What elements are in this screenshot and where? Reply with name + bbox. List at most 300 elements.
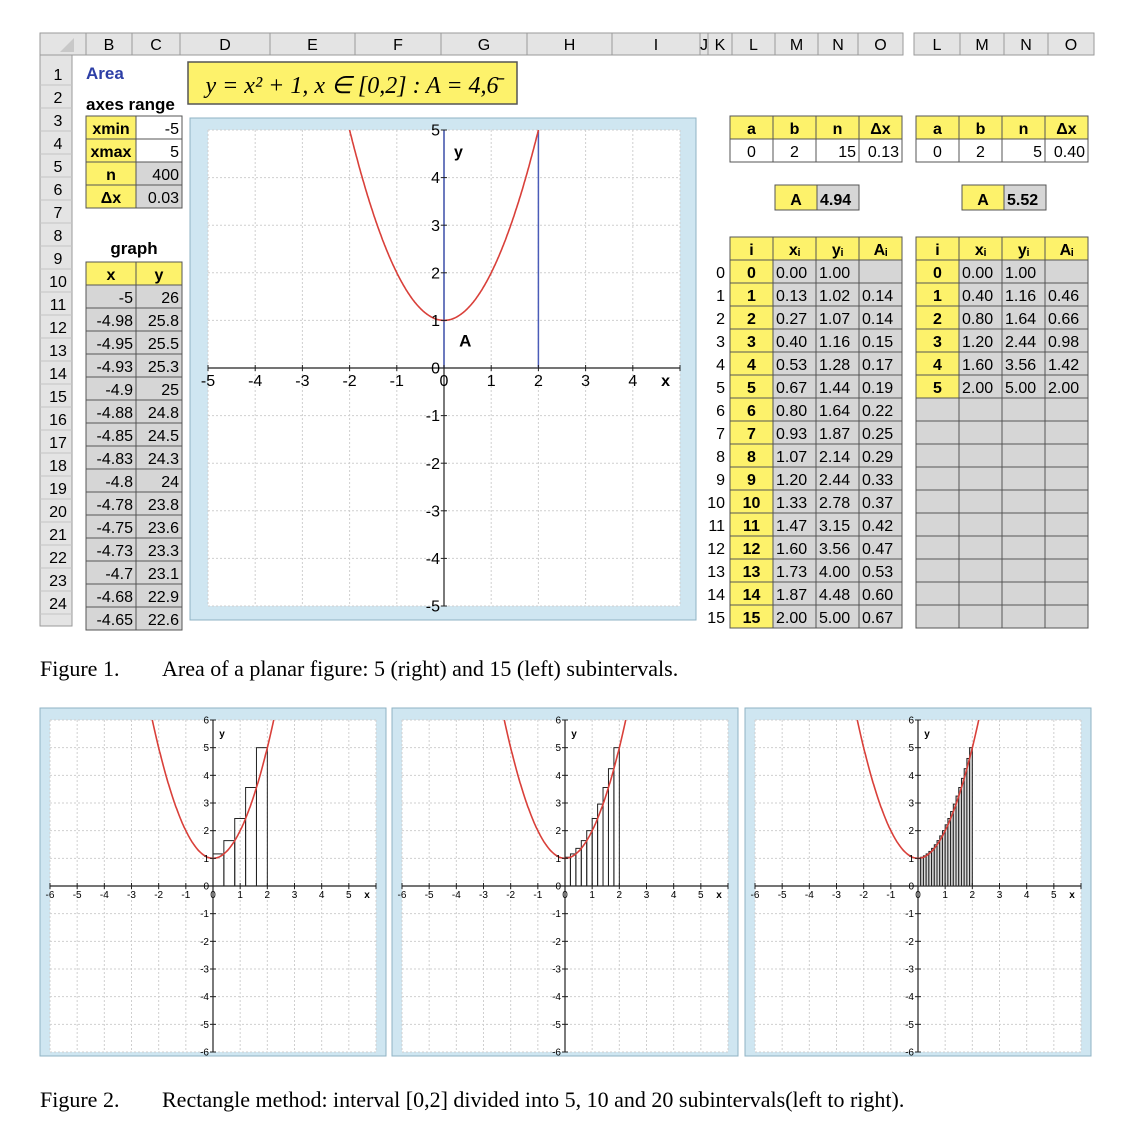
left-table-cell: 4.48 [819,587,851,604]
left-table-cell: 0.80 [776,403,808,420]
right-table-cell-box [1002,398,1045,421]
column-header-C: C [150,37,162,54]
graph-row-x: -4.73 [96,543,133,560]
column-header-H: H [563,37,576,54]
left-table-cell: 8 [747,449,756,466]
right-table-cell: 1.16 [1005,288,1037,305]
right-table-cell-box [1002,559,1045,582]
y-tick-label: 1 [908,853,914,865]
graph-row-y: 24.5 [147,428,179,445]
formula-text: y = x² + 1, x ∈ [0,2] : A = 4,6̄ [205,73,499,99]
right-table-cell-box [959,582,1002,605]
x-tick-label: -2 [859,890,869,901]
left-outer-index: 10 [707,495,725,512]
left-table-cell: 2.78 [819,495,851,512]
left-table-cell: 1.47 [776,518,808,535]
y-tick-label: -1 [552,909,561,921]
right-A-value: 5.52 [1007,192,1039,209]
left-table-cell: 1.00 [819,265,851,282]
left-table-cell: 0.25 [862,426,894,443]
graph-row-x: -4.83 [96,451,133,468]
x-tick-label: 4 [628,373,638,390]
y-tick-label: 3 [203,798,209,810]
y-tick-label: 1 [431,313,440,330]
row-number-5: 5 [53,159,63,176]
right-table-cell: 1 [933,288,942,305]
x-axis-label: x [364,890,370,901]
y-tick-label: -2 [552,936,561,948]
left-param-value: 0.13 [867,144,899,161]
x-tick-label: -3 [295,373,310,390]
y-tick-label: -5 [905,1019,914,1031]
right-param-header: a [933,121,942,138]
left-table-cell: 4 [747,357,756,374]
row-number-12: 12 [49,320,67,337]
left-table-cell: 0.14 [862,288,894,305]
right-table-cell-box [959,398,1002,421]
right-table-cell: 2 [933,311,942,328]
y-tick-label: -4 [425,551,440,568]
row-number-18: 18 [49,458,67,475]
y-tick-label: 5 [203,743,209,755]
row-number-19: 19 [49,481,67,498]
right-table-cell: 0 [933,265,942,282]
left-param-header: a [747,121,756,138]
left-table-header: i [749,242,754,259]
right-table-cell-box [1045,398,1088,421]
left-table-cell: 1.60 [776,541,808,558]
right-param-header: b [975,121,986,138]
left-outer-index: 9 [716,472,725,489]
y-tick-label: 4 [908,770,914,782]
column-header-bar [40,33,903,55]
right-table-cell: 2.00 [962,380,994,397]
left-table-cell: 1.33 [776,495,808,512]
x-tick-label: 2 [969,890,976,901]
left-table-cell: 0.15 [862,334,894,351]
right-table-cell: 0.40 [962,288,994,305]
y-tick-label: 2 [555,826,561,838]
right-table-cell: 0.80 [962,311,994,328]
left-param-value: 0 [747,144,756,161]
left-table-cell: 3 [747,334,756,351]
graph-row-x: -4.98 [96,313,133,330]
graph-row-y: 25 [161,382,179,399]
chart-2 [392,708,738,1059]
left-table-cell: 1.28 [819,357,851,374]
x-tick-label: -3 [127,890,136,901]
param-label-3: Δx [100,190,122,207]
right-table-cell-box [1002,467,1045,490]
graph-row-x: -4.75 [96,520,133,537]
param-value-2: 400 [152,167,179,184]
graph-label: graph [110,239,158,258]
x-tick-label: -2 [506,890,516,901]
graph-row-y: 23.1 [147,566,179,583]
left-param-header: b [789,121,800,138]
x-tick-label: 1 [486,373,496,390]
left-param-value: 2 [790,144,799,161]
left-table-cell: 0.33 [862,472,894,489]
row-number-14: 14 [49,366,67,383]
left-outer-index: 15 [707,610,725,627]
left-outer-index: 5 [716,380,725,397]
y-axis-label: y [924,729,930,740]
graph-row-x: -4.93 [96,359,133,376]
graph-row-x: -4.78 [96,497,133,514]
y-tick-label: -2 [200,936,209,948]
right-table-cell-box [916,605,959,628]
right-table-cell-box [1002,421,1045,444]
x-tick-label: -6 [397,890,407,901]
left-table-cell: 13 [742,564,761,581]
x-tick-label: -5 [200,373,216,390]
y-tick-label: -6 [552,1047,561,1059]
chart-3 [745,708,1091,1059]
right-table-cell-box [959,559,1002,582]
y-tick-label: -5 [552,1019,561,1031]
left-table-cell: 1.16 [819,334,851,351]
left-table-cell: 0.37 [862,495,894,512]
param-value-0: -5 [164,121,179,138]
area-annotation: A [459,331,472,351]
y-tick-label: 5 [908,743,914,755]
y-tick-label: 1 [555,853,561,865]
x-tick-label: 5 [1051,890,1057,901]
row-number-4: 4 [53,136,63,153]
right-param-value: 0 [933,144,942,161]
right-table-cell: 0.46 [1048,288,1080,305]
left-table-cell-box [859,260,902,283]
x-tick-label: 3 [996,890,1003,901]
right-table-cell-box [1045,559,1088,582]
x-tick-label: -1 [181,890,191,901]
y-tick-label: 2 [431,265,440,283]
y-tick-label: -3 [200,964,209,976]
right-table-cell-box [1002,605,1045,628]
x-tick-label: 0 [210,890,216,901]
column-header-B: B [103,37,115,54]
row-number-9: 9 [53,251,63,268]
left-table-cell: 0.13 [776,288,808,305]
x-tick-label: 3 [581,373,591,390]
left-outer-index: 14 [707,587,725,604]
y-tick-label: 5 [555,743,561,755]
column-header-J: J [700,37,708,54]
graph-row-x: -5 [118,290,133,307]
column-header-M: M [789,37,804,54]
graph-row-y: 23.6 [147,520,179,537]
x-tick-label: -4 [248,373,263,390]
left-table-cell: 0.00 [776,265,808,282]
left-table-cell: 2 [747,311,756,328]
left-outer-index: 8 [716,449,725,466]
right-table-cell-box [959,421,1002,444]
graph-row-y: 25.3 [147,359,179,376]
left-param-header: n [832,121,843,138]
right-table-cell: 2.44 [1005,334,1037,351]
x-tick-label: 1 [237,890,243,901]
row-number-16: 16 [49,412,67,429]
left-table-cell: 1.87 [776,587,808,604]
x-tick-label: -1 [886,890,896,901]
graph-header-x: x [106,267,116,284]
right-table-cell-box [916,467,959,490]
row-number-22: 22 [49,550,67,567]
right-table-cell: 3 [933,334,942,351]
left-table-cell: 1.87 [819,426,851,443]
x-tick-label: -5 [424,890,434,901]
right-table-cell: 4 [933,357,942,374]
right-table-cell-box [1045,513,1088,536]
param-label-2: n [106,167,116,184]
graph-row-x: -4.95 [96,336,133,353]
right-table-cell-box [916,398,959,421]
right-table-cell-box [1002,444,1045,467]
rectangle-bar [970,748,973,886]
row-number-24: 24 [49,596,67,613]
y-tick-label: -6 [200,1047,209,1059]
row-number-23: 23 [49,573,67,590]
right-table-cell: 2.00 [1048,380,1080,397]
left-table-cell: 0.17 [862,357,894,374]
left-outer-index: 7 [716,426,725,443]
left-outer-index: 4 [716,357,725,374]
graph-row-y: 26 [161,290,179,307]
left-table-cell: 1.07 [776,449,808,466]
right-table-cell-box [1002,536,1045,559]
left-table-cell: 0.14 [862,311,894,328]
y-tick-label: -5 [425,598,440,616]
y-tick-label: 0 [431,360,440,378]
row-number-10: 10 [49,274,67,291]
left-table-cell: 7 [747,426,756,443]
graph-row-y: 22.6 [147,612,179,629]
right-param-value: 2 [976,144,985,161]
graph-row-y: 23.3 [147,543,179,560]
y-axis-label: y [571,729,577,740]
right-table-cell-box [1045,536,1088,559]
left-outer-index: 11 [708,518,725,535]
graph-row-x: -4.65 [96,612,133,629]
row-number-20: 20 [49,504,67,521]
x-tick-label: -2 [342,373,357,390]
y-tick-label: 2 [203,826,209,838]
left-table-cell: 10 [742,495,761,512]
row-number-1: 1 [53,67,63,84]
y-tick-label: -4 [200,992,209,1004]
right-table-cell-box [916,490,959,513]
graph-row-y: 25.5 [147,336,179,353]
param-value-1: 5 [170,144,179,161]
x-tick-label: 4 [670,890,677,901]
left-table-cell: 0.29 [862,449,894,466]
y-tick-label: -6 [905,1047,914,1059]
left-outer-index: 13 [707,564,725,581]
column-header-O: O [874,37,887,54]
left-table-cell: 0 [747,265,756,282]
row-number-11: 11 [49,297,67,314]
y-tick-label: 4 [203,770,209,782]
param-label-1: xmax [90,144,132,161]
x-axis-label: x [716,890,722,901]
graph-row-y: 24.3 [147,451,179,468]
row-number-6: 6 [53,182,63,199]
left-table-cell: 0.60 [862,587,894,604]
figure-1-number: Figure 1. [40,656,120,681]
right-table-cell-box [1002,513,1045,536]
right-table-cell-box [959,467,1002,490]
x-tick-label: -5 [72,890,82,901]
x-tick-label: -2 [154,890,164,901]
row-number-15: 15 [49,389,67,406]
figure-1-caption [40,656,678,682]
x-tick-label: 0 [915,890,921,901]
left-table-cell: 0.53 [862,564,894,581]
left-table-cell: 0.93 [776,426,808,443]
right-table-cell-box [916,582,959,605]
y-tick-label: 3 [431,217,440,235]
left-table-header: yᵢ [831,242,844,259]
y-tick-label: -5 [200,1019,209,1031]
left-table-cell: 14 [742,587,761,604]
x-axis-label: x [1069,890,1075,901]
right-table-header: i [935,242,940,259]
left-table-cell: 12 [742,541,761,558]
x-tick-label: -3 [479,890,488,901]
left-table-cell: 5 [747,380,756,397]
graph-row-x: -4.8 [105,474,133,491]
y-tick-label: -2 [905,936,914,948]
right-table-cell: 1.64 [1005,311,1037,328]
y-tick-label: -3 [905,964,914,976]
left-table-cell: 1.02 [819,288,851,305]
y-tick-label: -1 [425,408,440,426]
left-table-cell: 0.53 [776,357,808,374]
column-header-L: L [932,37,942,54]
graph-row-x: -4.9 [105,382,133,399]
left-table-cell: 2.14 [819,449,851,466]
left-table-cell: 1.64 [819,403,851,420]
left-table-cell: 0.47 [862,541,894,558]
y-tick-label: 4 [555,770,561,782]
right-param-value: 5 [1033,144,1042,161]
right-table-header: Aᵢ [1059,242,1074,259]
left-A-label: A [790,192,802,209]
y-tick-label: -3 [552,964,561,976]
graph-row-x: -4.7 [105,566,133,583]
sheet-title: Area [86,64,124,83]
right-table-cell: 0.66 [1048,311,1080,328]
right-table-header: xᵢ [974,242,987,259]
right-table-cell: 0.98 [1048,334,1080,351]
graph-row-x: -4.88 [96,405,133,422]
y-tick-label: 0 [555,881,561,893]
column-header-L: L [749,37,758,54]
left-table-cell: 15 [742,610,761,627]
y-tick-label: 3 [908,798,914,810]
left-table-cell: 0.40 [776,334,808,351]
y-tick-label: -4 [552,992,561,1004]
graph-row-x: -4.85 [96,428,133,445]
left-table-cell: 5.00 [819,610,851,627]
figure-2-number: Figure 2. [40,1087,120,1112]
x-tick-label: 5 [346,890,352,901]
x-tick-label: -6 [45,890,55,901]
x-tick-label: 5 [698,890,704,901]
right-table-cell-box [916,513,959,536]
x-tick-label: -1 [533,890,543,901]
right-table-cell-box [1002,490,1045,513]
x-tick-label: 2 [533,373,543,390]
left-table-cell: 0.42 [862,518,894,535]
right-table-header: yᵢ [1017,242,1030,259]
y-tick-label: 5 [431,122,440,140]
column-header-G: G [477,37,491,54]
left-table-cell: 0.22 [862,403,894,420]
right-param-header: Δx [1056,121,1077,138]
y-tick-label: -1 [200,909,209,921]
right-table-cell: 3.56 [1005,357,1037,374]
y-tick-label: 0 [908,881,914,893]
left-outer-index: 12 [707,541,725,558]
graph-header-y: y [154,267,164,284]
right-A-label: A [977,192,989,209]
left-outer-index: 6 [716,403,725,420]
right-table-cell: 5 [933,380,942,397]
right-table-cell-box [1045,260,1088,283]
left-table-cell: 1.44 [819,380,851,397]
left-table-cell: 3.15 [819,518,851,535]
left-table-cell: 3.56 [819,541,851,558]
figure-1-caption-text: Area of a planar figure: 5 (right) and 15 (left) subintervals. [162,656,679,681]
x-tick-label: 4 [1023,890,1030,901]
param-label-0: xmin [92,121,130,138]
right-table-cell-box [959,605,1002,628]
right-table-cell-box [916,536,959,559]
left-table-cell: 0.27 [776,311,808,328]
left-table-cell: 0.67 [776,380,808,397]
x-tick-label: 3 [291,890,298,901]
y-axis-label: y [219,729,225,740]
x-tick-label: 2 [616,890,623,901]
x-tick-label: 4 [318,890,325,901]
x-tick-label: -6 [750,890,760,901]
column-header-I: I [653,37,659,54]
row-number-17: 17 [49,435,67,452]
row-number-8: 8 [53,228,63,245]
x-tick-label: -5 [777,890,787,901]
row-number-21: 21 [49,527,67,544]
y-tick-label: -4 [905,992,914,1004]
right-table-cell: 0.00 [962,265,994,282]
left-table-cell: 1 [747,288,756,305]
y-tick-label: 6 [203,715,209,727]
left-outer-index: 3 [716,334,725,351]
x-axis-label: x [661,373,671,390]
left-table-cell: 11 [743,518,760,535]
x-tick-label: 3 [643,890,650,901]
y-tick-label: -2 [425,455,440,473]
x-tick-label: -4 [451,890,461,901]
axes-range-label: axes range [86,95,175,114]
row-number-7: 7 [53,205,63,222]
y-tick-label: 3 [555,798,561,810]
column-header-F: F [393,37,403,54]
right-table-cell-box [959,536,1002,559]
y-tick-label: 6 [908,715,914,727]
x-tick-label: -4 [99,890,109,901]
